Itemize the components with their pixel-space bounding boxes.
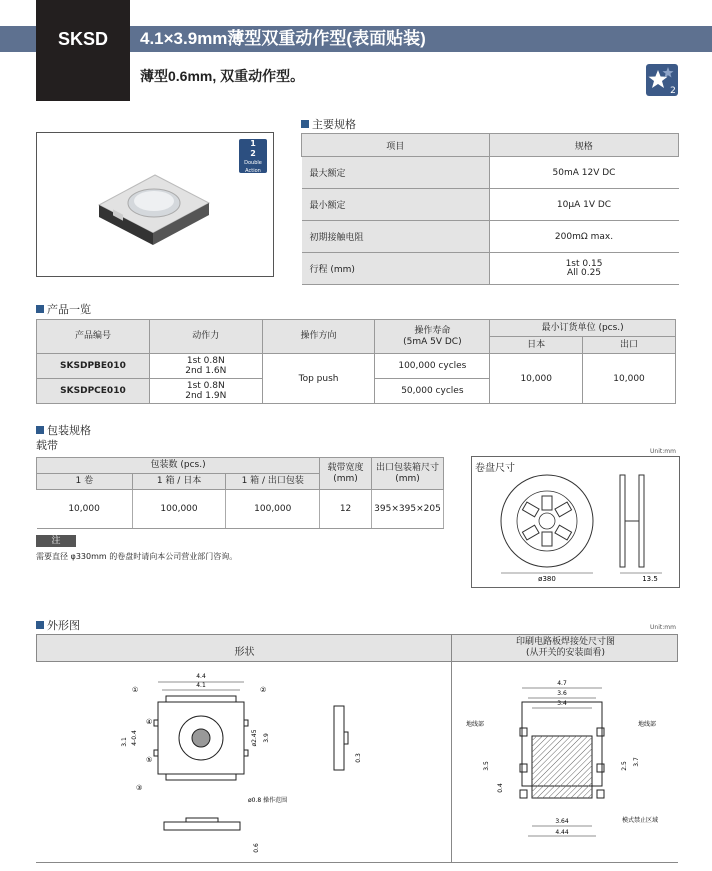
shape-drawing — [36, 662, 452, 862]
svg-text:③: ③ — [136, 784, 143, 792]
svg-text:4.1: 4.1 — [196, 682, 206, 689]
svg-text:3.6: 3.6 — [557, 690, 567, 697]
svg-text:4.4: 4.4 — [196, 673, 206, 680]
spec-header-value: 规格 — [489, 134, 679, 157]
svg-text:0.3: 0.3 — [355, 753, 362, 763]
svg-text:地线部: 地线部 — [466, 721, 485, 728]
reel-diagram — [471, 456, 680, 588]
table-row: 初期接触电阻 200mΩ max. — [302, 221, 679, 253]
badge-number: 2 — [670, 86, 676, 96]
table-row: 10,000 100,000 100,000 12 395×395×205 — [37, 490, 444, 529]
note-tag: 注 — [36, 535, 76, 547]
table-row: SKSDPBE010 1st 0.8N 2nd 1.6N Top push 100,000 cycles 10,000 10,000 — [37, 354, 676, 379]
section-marker-icon — [36, 305, 44, 313]
svg-text:3.9: 3.9 — [263, 733, 270, 743]
svg-text:3.7: 3.7 — [633, 757, 640, 767]
svg-text:0.6: 0.6 — [253, 843, 260, 853]
svg-text:3.5: 3.5 — [483, 761, 490, 771]
svg-text:地线部: 地线部 — [638, 721, 657, 728]
outline-section-title: 外形图 — [36, 617, 80, 633]
reel-title: 卷盘尺寸 — [475, 463, 515, 474]
packaging-subtitle: 载带 — [36, 440, 58, 452]
star-icon — [646, 64, 678, 96]
products-table: 产品编号 动作力 操作方向 操作寿命 (5mA 5V DC) 最小订货单位 (pcs.) 日本 出口 SKSDPBE010 1st 0.8N 2nd 1.6N Top push 100,000 cycles 10,000 10,000 SKSDPCE010 1st 0.8N 2nd 1.9N 50,000 cycles — [36, 319, 676, 404]
spec-section-title: 主要规格 — [301, 116, 356, 132]
svg-text:②: ② — [260, 686, 267, 694]
svg-text:4-0.4: 4-0.4 — [131, 730, 138, 746]
table-row: 最小额定 10μA 1V DC — [302, 189, 679, 221]
outline-unit-label: Unit:mm — [650, 624, 676, 631]
svg-text:ø2.45: ø2.45 — [251, 729, 258, 747]
svg-text:ø0.8 操作范围: ø0.8 操作范围 — [248, 797, 288, 804]
table-row: 最大额定 50mA 12V DC — [302, 157, 679, 189]
packaging-section-title: 包装规格 — [36, 422, 91, 438]
outline-header: 形状 印刷电路板焊接处尺寸图 (从开关的安装面看) — [36, 634, 678, 662]
unit-label: Unit:mm — [650, 448, 676, 455]
pcb-drawing — [452, 662, 678, 862]
packaging-table: 包装数 (pcs.) 载带宽度 (mm) 出口包装箱尺寸 (mm) 1 卷 1 箱 / 日本 1 箱 / 出口包装 10,000 100,000 100,000 12 395×395×205 — [36, 457, 444, 529]
svg-text:⑤: ⑤ — [146, 756, 153, 764]
svg-text:3.1: 3.1 — [121, 737, 128, 747]
note-text: 需要直径 φ330mm 的卷盘时请向本公司营业部门咨询。 — [36, 552, 238, 561]
bottom-rule — [36, 862, 678, 863]
svg-text:3.64: 3.64 — [555, 818, 569, 825]
section-marker-icon — [301, 120, 309, 128]
table-row: 行程 (mm) 1st 0.15 All 0.25 — [302, 253, 679, 285]
section-marker-icon — [36, 621, 44, 629]
switch-photo — [37, 133, 273, 276]
svg-text:①: ① — [132, 686, 139, 694]
page-title: 4.1×3.9mm薄型双重动作型(表面贴装) — [140, 29, 426, 48]
svg-text:0.4: 0.4 — [497, 783, 504, 793]
svg-text:3.4: 3.4 — [557, 700, 567, 707]
series-code: SKSD — [36, 0, 130, 101]
svg-text:④: ④ — [146, 718, 153, 726]
spec-header-item: 项目 — [302, 134, 490, 157]
section-marker-icon — [36, 426, 44, 434]
reel-width: 13.5 — [642, 575, 658, 583]
svg-text:4.7: 4.7 — [557, 680, 567, 687]
spec-table — [301, 133, 679, 285]
double-action-icon: 1 2 Double Action — [239, 139, 267, 173]
svg-text:模式禁止区域: 模式禁止区域 — [622, 817, 659, 824]
product-image-frame — [36, 132, 274, 277]
page-subtitle: 薄型0.6mm, 双重动作型。 — [140, 68, 305, 84]
svg-text:4.44: 4.44 — [555, 829, 569, 836]
products-section-title: 产品一览 — [36, 301, 91, 317]
svg-text:2.5: 2.5 — [621, 761, 628, 771]
reel-diameter: ø380 — [538, 575, 556, 583]
table-row: SKSDPCE010 1st 0.8N 2nd 1.9N 50,000 cycles — [37, 379, 676, 404]
